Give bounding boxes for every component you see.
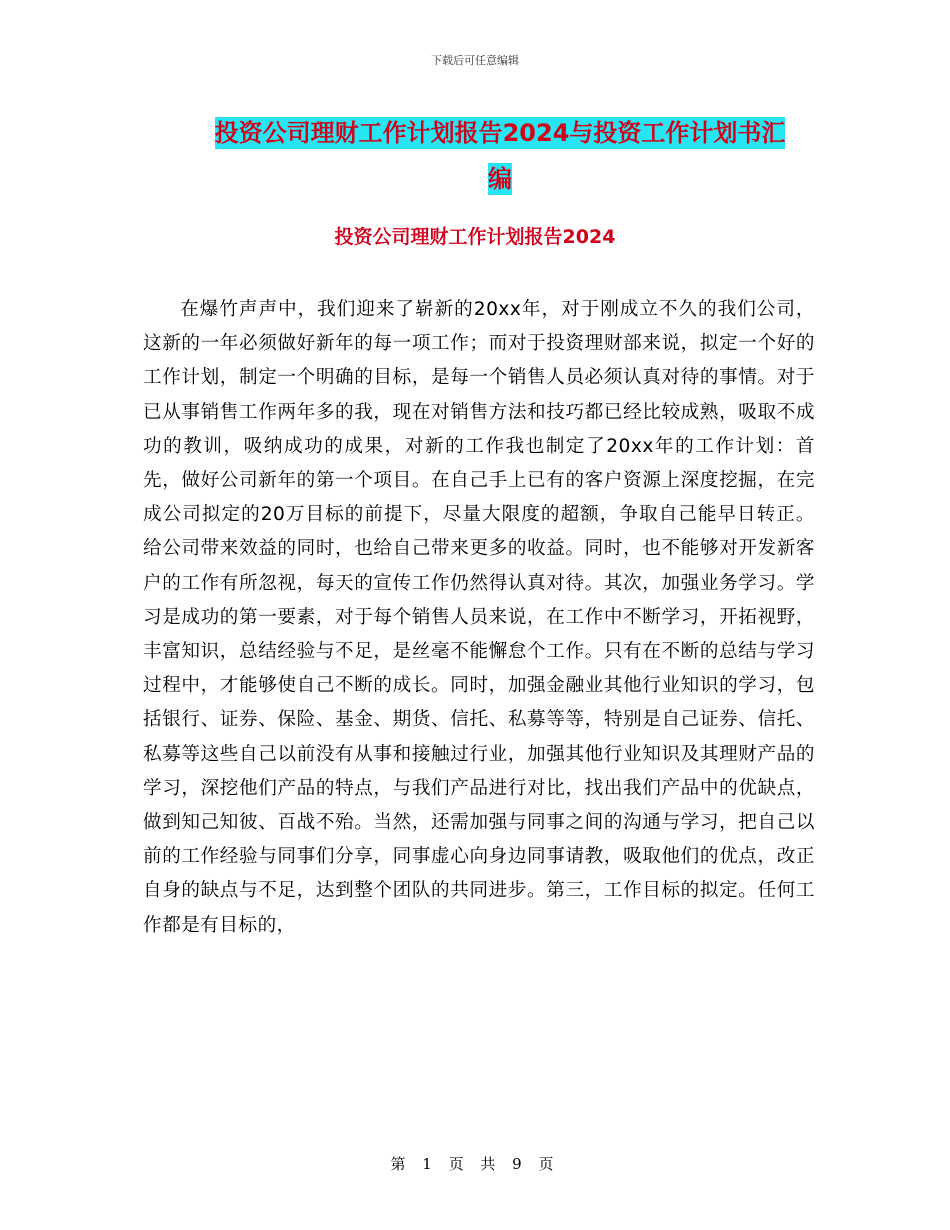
section-heading: 投资公司理财工作计划报告2024 [334, 226, 616, 248]
page-footer: 第 1 页 共 9 页 [390, 1155, 560, 1173]
body-paragraph: 在爆竹声声中，我们迎来了崭新的20xx年，对于刚成立不久的我们公司，这新的一年必须做好新年的每一项工作；而对于投资理财部来说，拟定一个好的工作计划，制定一个明确的目标，是每一个销售人员必须认真对待的事情。对于已从事销售工作两年多的我，现在对销售方法和技巧都已经比较成熟，吸取不成功的教训，吸纳成功的成果，对新的工作我也制定了20xx年的工作计划：首先，做好公司新年的第一个项目。在自己手上已有的客户资源上深度挖掘，在完成公司拟定的20万目标的前提下，尽量大限度的超额，争取自己能早日转正。给公司带来效益的同时，也给自己带来更多的收益。同时，也不能够对开发新客户的工作有所忽视，每天的宣传工作仍然得认真对待。其次，加强业务学习。学习是成功的第一要素，对于每个销售人员来说，在工作中不断学习，开拓视野，丰富知识，总结经验与不足，是丝毫不能懈怠个工作。只有在不断的总结与学习过程中，才能够使自己不断的成长。同时，加强金融业其他行业知识的学习，包括银行、证券、保险、基金、期货、信托、私募等等，特别是自己证券、信托、私募等这些自己以前没有从事和接触过行业，加强其他行业知识及其理财产品的学习，深挖他们产品的特点，与我们产品进行对比，找出我们产品中的优缺点，做到知己知彼、百战不殆。当然，还需加强与同事之间的沟通与学习，把自己以前的工作经验与同事们分享，同事虚心向身边同事请教，吸取他们的优点，改正自身的缺点与不足，达到整个团队的共同进步。第三，工作目标的拟定。任何工作都是有目标的， [143, 299, 815, 936]
document-title-line-2: 编 [488, 165, 512, 193]
document-title [185, 110, 815, 202]
header-note: 下载后可任意编辑 [431, 54, 519, 67]
document-title-line-1: 投资公司理财工作计划报告2024与投资工作计划书汇 [214, 119, 786, 147]
